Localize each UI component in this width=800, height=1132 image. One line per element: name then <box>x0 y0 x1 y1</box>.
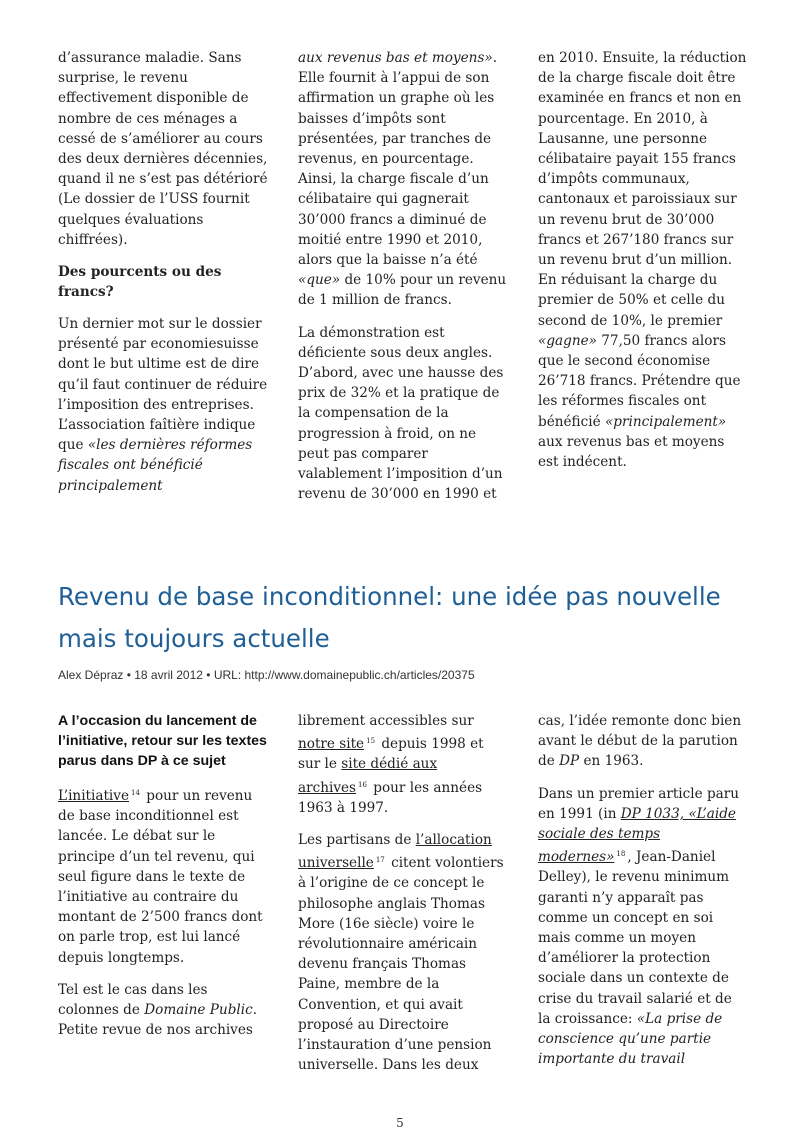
publication-name: DP <box>559 753 580 770</box>
text: . Petite revue de nos archives <box>58 1002 258 1039</box>
paragraph <box>58 980 268 1041</box>
footnote-ref: 17 <box>375 856 385 865</box>
article-title: Revenu de base inconditionnel: une idée pas nouvelle mais toujours actuelle <box>58 582 721 653</box>
quote: «les dernières réformes fiscales ont bénéficié principalement <box>58 437 253 494</box>
paragraph <box>298 830 508 1075</box>
text: pour un revenu de base inconditionnel est lancée. Le débat sur le principe d’un tel revenu, qui seul figure dans le texte de l’initiative au contraire du montant de 2’500 francs dont on parle trop, est lui lancé depuis longtemps. <box>58 788 263 966</box>
article-lead: A l’occasion du lancement de l’initiative, retour sur les textes parus dans DP à ce sujet <box>58 713 267 769</box>
text: Dans un premier article paru en 1991 (in <box>538 785 740 822</box>
top-column-3 <box>538 48 748 484</box>
text: Les partisans de <box>298 832 416 849</box>
article-column-2 <box>298 711 508 1087</box>
link-initiative[interactable]: L’initiative <box>58 788 129 804</box>
page-number: 5 <box>396 1116 404 1130</box>
text: , Jean-Daniel Delley), le revenu minimum garanti n’y apparaît pas comme un concept en soi mais comme un moyen d’améliorer la protection sociale dans un contexte de crise du travail salarié et de la croissance: <box>538 849 732 1027</box>
article-column-1 <box>58 711 268 1052</box>
footnote-ref: 14 <box>131 789 140 797</box>
footnote-ref: 16 <box>358 780 367 789</box>
quote: «La prise de conscience qu’une partie importante du travail <box>538 1010 723 1068</box>
text: pour les années 1963 à 1997. <box>298 779 483 816</box>
link-dp-1033[interactable]: DP 1033, «L’aide sociale des temps modernes» <box>538 805 736 866</box>
text: en 2010. Ensuite, la réduction de la charge fiscale doit être examinée en francs et non en pourcentage. En 2010, à Lausanne, une personne célibataire payait 155 francs d’impôts communaux, cantonaux et paroissiaux sur un revenu brut de 30’000 francs et 267’180 francs sur un revenu brut d’un million. En réduisant la charge du premier de 50% et celle du second de 10%, le premier <box>538 50 747 329</box>
paragraph <box>58 314 268 496</box>
article-byline: Alex Dépraz • 18 avril 2012 • URL: http://www.domainepublic.ch/articles/20375 <box>58 668 475 682</box>
paragraph <box>298 48 508 311</box>
footnote-ref: 15 <box>366 737 376 746</box>
text: Tel est le cas dans les colonnes de <box>58 981 208 1019</box>
text: aux revenus bas et moyens est indécent. <box>538 433 725 471</box>
link-site-dedie-archives[interactable]: site dédié aux archives <box>298 756 438 796</box>
quote: «principalement» <box>604 413 727 430</box>
top-column-2 <box>298 48 508 516</box>
text: de 10% pour un revenu de 1 million de francs. <box>298 272 507 309</box>
text: Un dernier mot sur le dossier présenté par economiesuisse dont le but ultime est de dire qu’il faut continuer de réduire l’imposition des entreprises. L’association faîtière indique que <box>58 316 268 454</box>
text: depuis 1998 et sur le <box>298 736 484 773</box>
paragraph: d’assurance maladie. Sans surprise, le revenu effectivement disponible de nombre de ces ménages a cessé de s’améliorer au cours des deux dernières décennies, quand il ne s’est pas détérioré (Le dossier de l’USS fournit quelques évaluations chiffrées). <box>58 50 268 248</box>
paragraph <box>538 711 748 772</box>
quote: «gagne» <box>538 332 597 349</box>
text: en 1963. <box>579 753 644 770</box>
top-column-1 <box>58 48 268 508</box>
paragraph <box>58 783 268 968</box>
link-allocation-universelle[interactable]: l’allocation universelle <box>298 832 492 872</box>
paragraph: La démonstration est déficiente sous deux angles. D’abord, avec une hausse des prix de 32% et la pratique de la compensation de la progression à froid, on ne peut pas comparer valablement l’imposition d’un revenu de 30’000 en 1990 et <box>298 324 504 503</box>
publication-name: Domaine Public <box>144 1002 253 1019</box>
text: cas, l’idée remonte donc bien avant le début de la parution de <box>538 713 742 770</box>
section-heading: Des pourcents ou des francs? <box>58 264 222 301</box>
text: . Elle fournit à l’appui de son affirmation un graphe où les baisses d’impôts sont présentées, par tranches de revenus, en pourcentage. Ainsi, la charge fiscale d’un célibataire qui gagnerait 30’000 francs a diminué de moitié entre 1990 et 2010, alors que la baisse n’a été <box>298 50 498 269</box>
text: citent volontiers à l’origine de ce concept le philosophe anglais Thomas More (16e siècle) voire le révolutionnaire américain devenu français Thomas Paine, membre de la Convention, et qui avait proposé au Directoire l’instauration d’une pension universelle. Dans les deux <box>298 855 504 1074</box>
quote: «que» <box>298 272 341 289</box>
paragraph <box>538 784 748 1070</box>
text: 77,50 francs alors que le second économise 26’718 francs. Prétendre que les réformes fiscales ont bénéficié <box>538 332 741 430</box>
paragraph <box>538 48 748 472</box>
paragraph <box>298 711 508 818</box>
link-notre-site[interactable]: notre site <box>298 736 365 753</box>
footnote-ref: 18 <box>616 850 626 859</box>
article-column-3 <box>538 711 748 1081</box>
text: librement accessibles sur <box>298 713 474 729</box>
quote: aux revenus bas et moyens» <box>298 50 493 66</box>
